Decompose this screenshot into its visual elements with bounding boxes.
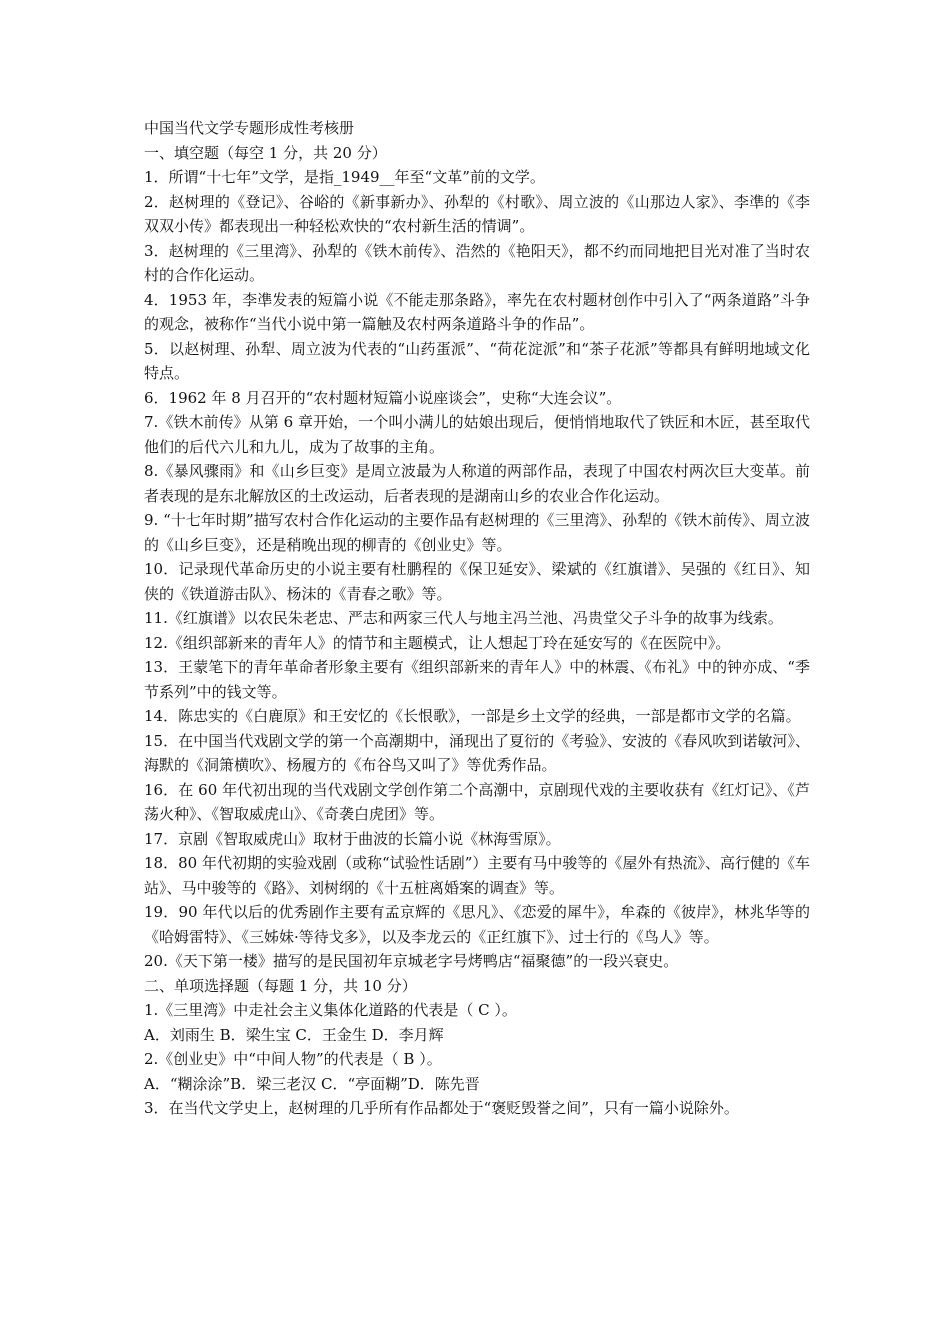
question-item: 9. “十七年时期”描写农村合作化运动的主要作品有赵树理的《三里湾》、孙犁的《铁木前传》、周立波的《山乡巨变》，还是稍晚出现的柳青的《创业史》等。 [144, 511, 810, 554]
question-item: 5．以赵树理、孙犁、周立波为代表的“山药蛋派”、“荷花淀派”和“茶子花派”等都具有鲜明地域文化特点。 [144, 339, 810, 382]
question-item: 16．在 60 年代初出现的当代戏剧文学创作第二个高潮中，京剧现代戏的主要收获有《红灯记》、《芦荡火种》、《智取威虎山》、《奇袭白虎团》等。 [144, 780, 810, 823]
document-title: 中国当代文学专题形成性考核册 [144, 119, 355, 137]
document-page [144, 116, 810, 1121]
question-item: 15．在中国当代戏剧文学的第一个高潮期中，涌现出了夏衍的《考验》、安波的《春风吹到诺敏河》、海默的《洞箫横吹》、杨履方的《布谷鸟又叫了》等优秀作品。 [144, 731, 810, 774]
question-item: 7.《铁木前传》从第 6 章开始，一个叫小满儿的姑娘出现后，便悄悄地取代了铁匠和木匠，甚至取代他们的后代六儿和九儿，成为了故事的主角。 [144, 413, 810, 456]
question-item: 18．80 年代初期的实验戏剧（或称“试验性话剧”）主要有马中骏等的《屋外有热流》、高行健的《车站》、马中骏等的《路》、刘树纲的《十五桩离婚案的调查》等。 [144, 854, 810, 897]
question-item: 10．记录现代革命历史的小说主要有杜鹏程的《保卫延安》、梁斌的《红旗谱》、吴强的《红日》、知侠的《铁道游击队》、杨沫的《青春之歌》等。 [144, 560, 810, 603]
question-item: 17．京剧《智取威虎山》取材于曲波的长篇小说《林海雪原》。 [144, 829, 561, 848]
question-item: 19．90 年代以后的优秀剧作主要有孟京辉的《思凡》、《恋爱的犀牛》，牟森的《彼岸》，林兆华等的《哈姆雷特》、《三姊妹·等待戈多》，以及李龙云的《正红旗下》、过士行的《鸟人》等。 [144, 903, 810, 946]
question-item: 1．所谓“十七年”文学，是指_1949__年至“文革”前的文学。 [144, 168, 545, 186]
choice-question: 3．在当代文学史上，赵树理的几乎所有作品都处于“褒贬毁誉之间”，只有一篇小说除外。 [144, 1099, 739, 1117]
question-item: 11.《红旗谱》以农民朱老忠、严志和两家三代人与地主冯兰池、冯贵堂父子斗争的故事为线索。 [144, 609, 783, 627]
question-item: 3．赵树理的《三里湾》、孙犁的《铁木前传》、浩然的《艳阳天》，都不约而同地把目光对准了当时农村的合作化运动。 [144, 241, 810, 284]
question-item: 2．赵树理的《登记》、谷峪的《新事新办》、孙犁的《村歌》、周立波的《山那边人家》、李凖的《李双双小传》都表现出一种轻松欢快的“农村新生活的情调”。 [144, 192, 810, 235]
question-item: 6．1962 年 8 月召开的“农村题材短篇小说座谈会”，史称“大连会议”。 [144, 388, 622, 407]
choice-question: 2.《创业史》中“中间人物”的代表是（ B ）。 [144, 1050, 442, 1068]
question-item: 12.《组织部新来的青年人》的情节和主题模式，让人想起丁玲在延安写的《在医院中》。 [144, 633, 731, 652]
section-heading-fill-blank: 一、填空题（每空 1 分，共 20 分） [144, 143, 387, 162]
choice-options: A．刘雨生 B．梁生宝 C．王金生 D．李月辉 [144, 1025, 444, 1044]
question-item: 14．陈忠实的《白鹿原》和王安忆的《长恨歌》，一部是乡土文学的经典，一部是都市文学的名篇。 [144, 707, 801, 725]
question-item: 4．1953 年，李凖发表的短篇小说《不能走那条路》，率先在农村题材创作中引入了“两条道路”斗争的观念，被称作“当代小说中第一篇触及农村两条道路斗争的作品”。 [144, 290, 810, 333]
choice-options: A．“糊涂涂”B．梁三老汉 C．“亭面糊”D．陈先晋 [144, 1074, 480, 1093]
section-heading-single-choice: 二、单项选择题（每题 1 分，共 10 分） [144, 976, 417, 995]
question-item: 20.《天下第一楼》描写的是民国初年京城老字号烤鸭店“福聚德”的一段兴衰史。 [144, 952, 679, 970]
question-item: 13．王蒙笔下的青年革命者形象主要有《组织部新来的青年人》中的林震、《布礼》中的钟亦成、“季节系列”中的钱文等。 [144, 658, 810, 701]
question-item: 8.《暴风骤雨》和《山乡巨变》是周立波最为人称道的两部作品，表现了中国农村两次巨大变革。前者表现的是东北解放区的土改运动，后者表现的是湖南山乡的农业合作化运动。 [144, 462, 810, 505]
choice-question: 1.《三里湾》中走社会主义集体化道路的代表是（ C ）。 [144, 1001, 517, 1019]
